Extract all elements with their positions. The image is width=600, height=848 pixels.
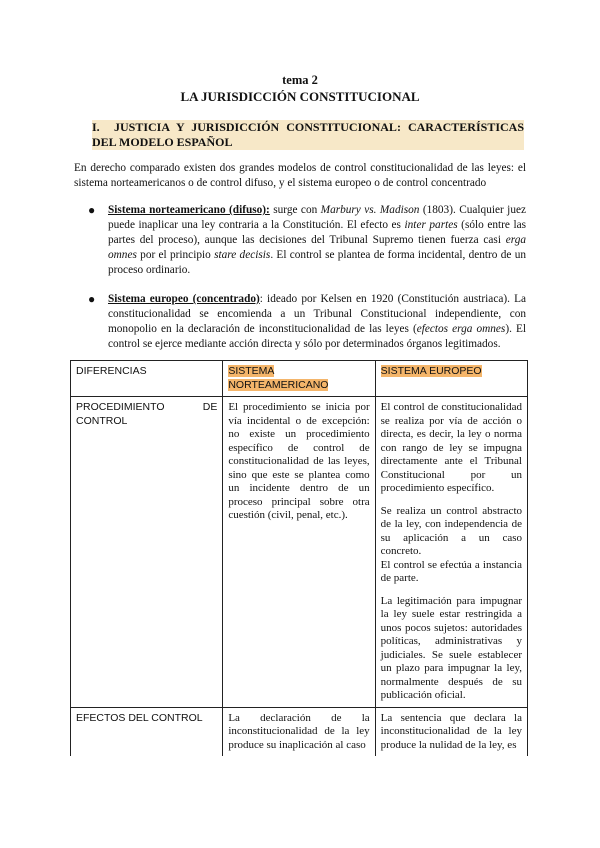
section-number: I. [92,120,100,134]
cell-paragraph: Se realiza un control abstracto de la ley, con independencia de su aplicación a un caso concreto. [380,504,522,557]
section-heading [92,120,524,150]
bullet-term: Sistema europeo (concentrado) [108,293,260,305]
highlighted-header: SISTEMA NORTEAMERICANO [228,365,329,391]
table-header-cell [223,361,375,397]
bullet-text: . El control se plantea de forma incidental, dentro de un proceso ordinario. [108,249,527,276]
bullet-text: surge con [269,204,321,216]
bullet-text: (1803). Cualquier juez puede inaplicar una ley contraria a la Constitución. El efecto es [108,204,526,231]
table-row [71,397,528,708]
bullet-paragraph-europeo [108,292,526,352]
cell-paragraph: El control de constitucionalidad se realiza por vía de acción o directa, es decir, la ley o norma con rango de ley se impugna directamente ante el Tribunal Constitucional por un procedimiento específico. [380,401,522,494]
bullet-term: Sistema norteamericano (difuso): [108,204,270,216]
bullet-text: ). El control se ejerce mediante acción directa y sólo por determinados órganos legitimados. [108,323,527,350]
bullet-icon: ● [88,203,96,217]
cell-paragraph: La declaración de la inconstitucionalidad de la ley produce su inaplicación al caso [228,711,370,751]
latin-term: erga omnes [108,234,526,261]
topic-label: tema 2 [282,73,318,87]
cell-paragraph: La legitimación para impugnar la ley suele estar restringida a unos pocos sujetos: autoridades políticas, administrativas y judiciales. Se suele establecer un plazo para impugnar la ley, normalmente después de su publicación oficial. [380,594,522,701]
section-heading-text: JUSTICIA Y JURISDICCIÓN CONSTITUCIONAL: CARACTERÍSTICAS DEL MODELO ESPAÑOL [92,120,524,149]
latin-term: stare decisis [214,249,271,261]
intro-paragraph: En derecho comparado existen dos grandes modelos de control constitucionalidad de las leyes: el sistema norteamericanos o de control difuso, y el sistema europeo o de control concentrado [74,162,526,189]
table-cell [223,707,375,756]
table-header-cell: DIFERENCIAS [71,361,223,397]
page-title: LA JURISDICCIÓN CONSTITUCIONAL [180,89,420,104]
cell-paragraph: El control se efectúa a instancia de parte. [380,558,522,584]
latin-term: inter partes [404,219,458,231]
bullet-paragraph-norteamericano [108,203,526,278]
table-header-row [71,361,528,397]
table-cell [223,397,375,708]
bullet-text: por el principio [136,249,215,261]
row-label: PROCEDIMIENTO DE CONTROL [71,397,223,708]
cell-paragraph: El procedimiento se inicia por vía incidental o de excepción: no existe un procedimiento específico de control de constitucionalidad de las leyes, sino que este se plantea como un incidente dentro de un proceso principal sobre otra cuestión (civil, penal, etc.). [228,401,370,521]
highlighted-header: SISTEMA EUROPEO [380,365,482,377]
latin-term: efectos erga omnes [416,323,506,335]
table-cell [375,707,527,756]
differences-table [70,360,528,756]
bullet-text: (sólo entre las partes del proceso), aunque las decisiones del Tribunal Supremo tienen fuerza casi [108,219,526,246]
table-cell [375,397,527,708]
bullet-icon: ● [88,292,96,306]
case-name: Marbury vs. Madison [320,204,420,216]
bullet-text: : ideado por Kelsen en 1920 (Constitución austriaca). La constitucionalidad se encomienda a un Tribunal Constitucional independiente, con monopolio en la declaración de inconstitucionalidad de las leyes ( [108,293,526,335]
table-header-cell [375,361,527,397]
table-row [71,707,528,756]
cell-paragraph: La sentencia que declara la inconstitucionalidad de la ley produce la nulidad de la ley, es [380,711,522,751]
row-label: EFECTOS DEL CONTROL [71,707,223,756]
